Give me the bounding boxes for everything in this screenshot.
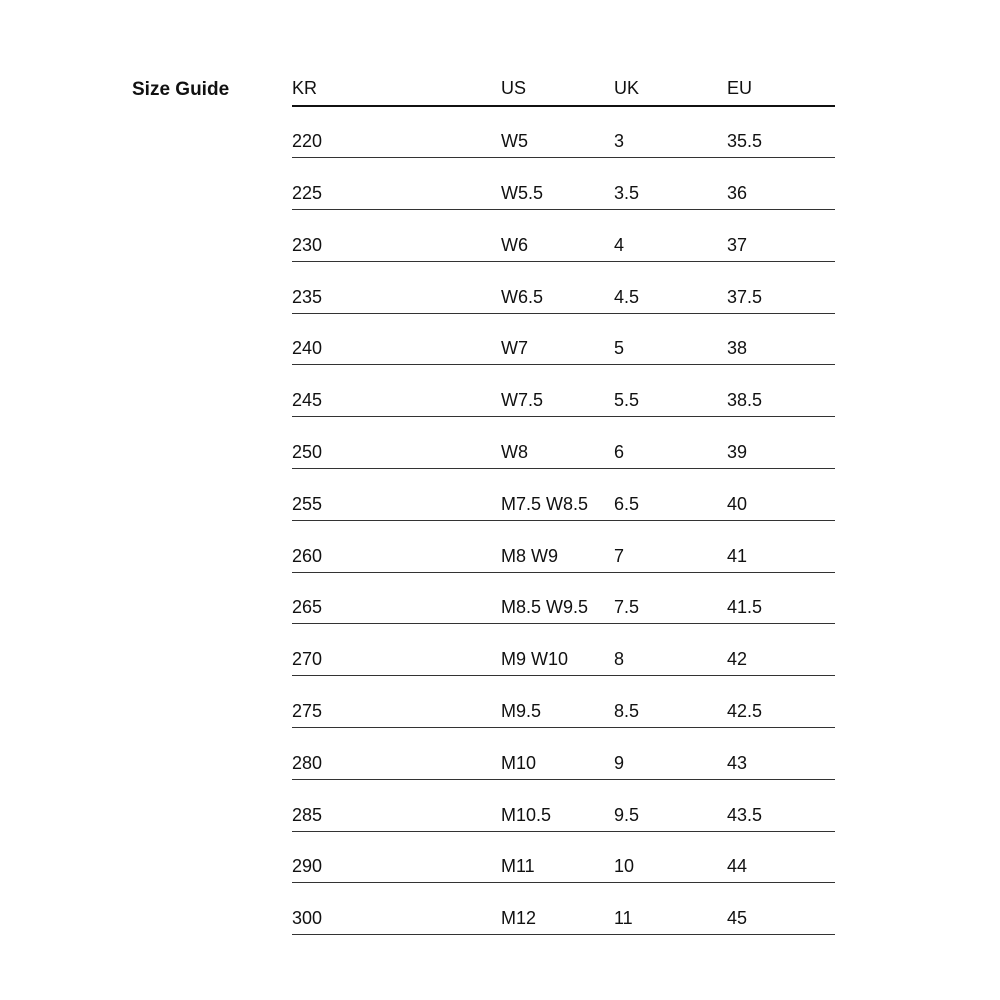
kr-size-cell: 300 <box>292 883 501 935</box>
table-row <box>292 158 835 210</box>
eu-size-cell: 41 <box>727 520 835 572</box>
size-guide-table <box>292 76 835 935</box>
kr-size-cell: 250 <box>292 417 501 469</box>
kr-size-cell: 225 <box>292 158 501 210</box>
uk-size-cell: 4.5 <box>614 261 727 313</box>
eu-size-cell: 41.5 <box>727 572 835 624</box>
uk-size-cell: 7 <box>614 520 727 572</box>
table-row <box>292 883 835 935</box>
us-size-cell: W6 <box>501 210 614 262</box>
us-size-cell: M11 <box>501 831 614 883</box>
page-title: Size Guide <box>132 79 230 100</box>
table-row <box>292 106 835 158</box>
column-header-kr: KR <box>292 76 501 106</box>
us-size-cell: W5.5 <box>501 158 614 210</box>
uk-size-cell: 7.5 <box>614 572 727 624</box>
us-size-cell: W6.5 <box>501 261 614 313</box>
column-header-eu: EU <box>727 76 835 106</box>
us-size-cell: M7.5 W8.5 <box>501 469 614 521</box>
uk-size-cell: 10 <box>614 831 727 883</box>
eu-size-cell: 40 <box>727 469 835 521</box>
uk-size-cell: 9.5 <box>614 779 727 831</box>
us-size-cell: M9 W10 <box>501 624 614 676</box>
eu-size-cell: 38 <box>727 313 835 365</box>
column-header-us: US <box>501 76 614 106</box>
table-row <box>292 210 835 262</box>
us-size-cell: M12 <box>501 883 614 935</box>
column-header-uk: UK <box>614 76 727 106</box>
table-row <box>292 572 835 624</box>
table-row <box>292 520 835 572</box>
uk-size-cell: 5.5 <box>614 365 727 417</box>
table-row <box>292 728 835 780</box>
uk-size-cell: 4 <box>614 210 727 262</box>
table-row <box>292 417 835 469</box>
eu-size-cell: 42.5 <box>727 676 835 728</box>
us-size-cell: M10 <box>501 728 614 780</box>
eu-size-cell: 38.5 <box>727 365 835 417</box>
uk-size-cell: 6.5 <box>614 469 727 521</box>
table-row <box>292 469 835 521</box>
kr-size-cell: 240 <box>292 313 501 365</box>
kr-size-cell: 285 <box>292 779 501 831</box>
kr-size-cell: 280 <box>292 728 501 780</box>
eu-size-cell: 45 <box>727 883 835 935</box>
kr-size-cell: 255 <box>292 469 501 521</box>
us-size-cell: W8 <box>501 417 614 469</box>
kr-size-cell: 245 <box>292 365 501 417</box>
eu-size-cell: 43.5 <box>727 779 835 831</box>
uk-size-cell: 6 <box>614 417 727 469</box>
uk-size-cell: 3.5 <box>614 158 727 210</box>
eu-size-cell: 44 <box>727 831 835 883</box>
kr-size-cell: 235 <box>292 261 501 313</box>
us-size-cell: M8.5 W9.5 <box>501 572 614 624</box>
eu-size-cell: 35.5 <box>727 106 835 158</box>
uk-size-cell: 3 <box>614 106 727 158</box>
uk-size-cell: 11 <box>614 883 727 935</box>
us-size-cell: M10.5 <box>501 779 614 831</box>
uk-size-cell: 8.5 <box>614 676 727 728</box>
us-size-cell: W7.5 <box>501 365 614 417</box>
us-size-cell: M9.5 <box>501 676 614 728</box>
table-header-row <box>292 76 835 106</box>
uk-size-cell: 5 <box>614 313 727 365</box>
size-table-body <box>292 106 835 935</box>
eu-size-cell: 37.5 <box>727 261 835 313</box>
uk-size-cell: 9 <box>614 728 727 780</box>
eu-size-cell: 43 <box>727 728 835 780</box>
table-row <box>292 676 835 728</box>
uk-size-cell: 8 <box>614 624 727 676</box>
eu-size-cell: 39 <box>727 417 835 469</box>
kr-size-cell: 265 <box>292 572 501 624</box>
table-row <box>292 831 835 883</box>
eu-size-cell: 36 <box>727 158 835 210</box>
eu-size-cell: 37 <box>727 210 835 262</box>
kr-size-cell: 220 <box>292 106 501 158</box>
table-row <box>292 313 835 365</box>
eu-size-cell: 42 <box>727 624 835 676</box>
kr-size-cell: 290 <box>292 831 501 883</box>
table-row <box>292 365 835 417</box>
kr-size-cell: 275 <box>292 676 501 728</box>
us-size-cell: M8 W9 <box>501 520 614 572</box>
kr-size-cell: 270 <box>292 624 501 676</box>
kr-size-cell: 260 <box>292 520 501 572</box>
us-size-cell: W5 <box>501 106 614 158</box>
table-row <box>292 779 835 831</box>
table-row <box>292 261 835 313</box>
table-row <box>292 624 835 676</box>
us-size-cell: W7 <box>501 313 614 365</box>
kr-size-cell: 230 <box>292 210 501 262</box>
